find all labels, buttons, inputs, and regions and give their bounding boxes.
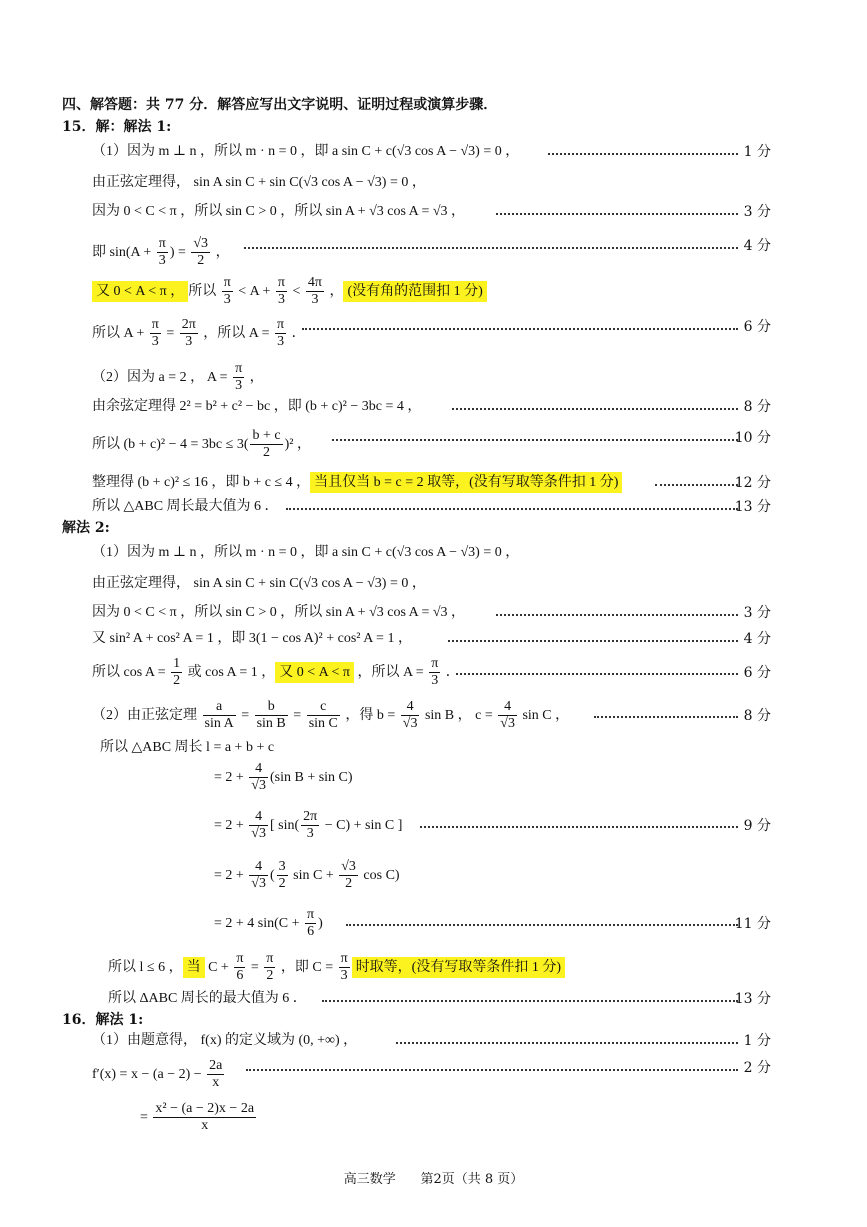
m2-l12: 所以 l ≤ 6 ， 当 C + $\frac{\pi}{6}$ = $\frac{\pi}{2}$ ，即 C = $\frac{\pi}{3}$ 时取等，(没有写取等条件扣 1 分) [108, 948, 565, 988]
m2-l11: = 2 + 4 sin(C + $\frac{\pi}{6}$ ) [214, 907, 323, 940]
q15-l7: （2）因为 a = 2 ， A = $\frac{\pi}{3}$ ， [92, 361, 264, 394]
m2-l6: （2）由正弦定理 $\frac{a}{\text{sin A}}$ = $\frac{b}{\text{sin B}}$ = $\frac{c}{\text{sin C}}$ ，得 b = $\frac{4}{√3}$ sin B ， c = $\frac{4}{√3}$ sin C ， [92, 699, 570, 732]
m2-line-3 [0, 600, 867, 626]
dot-leader [496, 614, 738, 616]
dot-leader [332, 439, 738, 441]
m2-line-2 [0, 571, 867, 597]
m2-l5: 所以 cos A = $\frac{1}{2}$ 或 cos A = 1 ， 又 0 < A < π ，所以 A = $\frac{\pi}{3}$ ． [92, 656, 460, 689]
dot-leader [322, 1000, 738, 1002]
dot-leader [594, 716, 738, 718]
method2-title: 解法 2: [62, 520, 110, 536]
q15-l10: 整理得 (b + c)² ≤ 16 ，即 b + c ≤ 4 ， 当且仅当 b = c = 2 取等，(没有写取等条件扣 1 分) [92, 470, 622, 496]
q16-line-2 [0, 1055, 867, 1095]
m2-score-6: 6 分 [743, 665, 771, 681]
q15-line-1 [0, 139, 867, 165]
dot-leader [396, 1042, 738, 1044]
m2-l4: 又 sin² A + cos² A = 1 ，即 3(1 − cos A)² + cos² A = 1 ， [92, 631, 412, 646]
dot-leader [246, 1069, 738, 1071]
q15-line-9 [0, 425, 867, 465]
q15-line-3 [0, 199, 867, 225]
dot-leader [420, 826, 738, 828]
m2-l2: 由正弦定理得， sin A sin C + sin C(√3 cos A − √3) = 0 ， [92, 576, 426, 591]
q15-line-10 [0, 470, 867, 496]
q15-l2: 由正弦定理得， sin A sin C + sin C(√3 cos A − √3) = 0 ， [92, 175, 426, 190]
highlight-angle-range: 又 0 < A < π [275, 662, 354, 683]
m2-line-1 [0, 540, 867, 566]
dot-leader [346, 924, 738, 926]
q15-line-4 [0, 233, 867, 273]
q15-line-5 [0, 272, 867, 312]
m2-score-9: 9 分 [743, 818, 771, 834]
m2-line-5 [0, 653, 867, 693]
m2-l10: = 2 + $\frac{4}{√3}$ ( $\frac{3}{2}$ sin C + $\frac{√3}{2}$ cos C) [214, 859, 400, 892]
q15-line-2 [0, 170, 867, 196]
q15-l9: 所以 (b + c)² − 4 = 3bc ≤ 3( $\frac{b + c}{2}$ )² ， [92, 428, 311, 461]
highlight-equality-note: 当且仅当 b = c = 2 取等，(没有写取等条件扣 1 分) [310, 472, 622, 493]
score-8: 8 分 [743, 399, 771, 415]
q15-l8: 由余弦定理得 2² = b² + c² − bc ，即 (b + c)² − 3bc = 4 ， [92, 399, 422, 414]
q15-l11: 所以 △ABC 周长最大值为 6 ． [92, 499, 279, 514]
score-6: 6 分 [743, 319, 771, 335]
m2-score-13: 13 分 [734, 991, 771, 1007]
highlight-when: 当 [183, 957, 205, 978]
q16-l2: f′(x) = x − (a − 2) − $\frac{2a}{x}$ [92, 1058, 223, 1091]
q15-line-6 [0, 314, 867, 354]
score-13: 13 分 [734, 499, 771, 515]
m2-l7: 所以 △ABC 周长 l = a + b + c [100, 740, 275, 755]
q15-title: 15．解：解法 1: [62, 119, 172, 135]
q15-l4: 即 sin(A + $\frac{\pi}{3}$ ) = $\frac{√3}{2}$ ， [92, 236, 230, 269]
dot-leader [548, 153, 738, 155]
q15-l1: （1）因为 m ⊥ n ，所以 m · n = 0 ，即 a sin C + c(√3 cos A − √3) = 0 ， [92, 144, 520, 159]
dot-leader [456, 673, 738, 675]
dot-leader [655, 484, 738, 486]
section-header: 四、解答题：共 77 分．解答应写出文字说明、证明过程或演算步骤． [62, 97, 498, 113]
q15-l6: 所以 A + $\frac{\pi}{3}$ = $\frac{2\pi}{3}$ ，所以 A = $\frac{\pi}{3}$ ． [92, 317, 306, 350]
m2-line-6 [0, 696, 867, 736]
footer-subject: 高三数学 [343, 1172, 396, 1187]
m2-l9: = 2 + $\frac{4}{√3}$ [ sin( $\frac{2\pi}{3}$ − C) + sin C ] [214, 809, 403, 842]
dot-leader [452, 408, 738, 410]
q16-l1: （1）由题意得， f(x) 的定义域为 (0, +∞) ， [92, 1033, 358, 1048]
highlight-angle-range: 又 0 < A < π ， [92, 281, 188, 302]
q15-line-8 [0, 394, 867, 420]
m2-line-9 [0, 806, 867, 846]
m2-line-12 [0, 948, 867, 988]
m2-line-11 [0, 904, 867, 944]
m2-l8: = 2 + $\frac{4}{√3}$ (sin B + sin C) [214, 761, 353, 794]
method2-title-line [0, 515, 867, 541]
q15-title-line [0, 114, 867, 140]
q15-l3: 因为 0 < C < π ，所以 sin C > 0 ，所以 sin A + √3 cos A = √3 ， [92, 204, 466, 219]
m2-l3: 因为 0 < C < π ，所以 sin C > 0 ，所以 sin A + √3 cos A = √3 ， [92, 605, 466, 620]
dot-leader [448, 640, 738, 642]
q16-score-1: 1 分 [743, 1033, 771, 1049]
page-footer [0, 1168, 867, 1187]
q15-line-7 [0, 358, 867, 398]
q16-l3: = $\frac{\text{x² − (a − 2)x − 2a}}{x}$ [140, 1101, 255, 1134]
score-4: 4 分 [743, 238, 771, 254]
m2-line-10 [0, 856, 867, 896]
highlight-equality-note: 时取等，(没有写取等条件扣 1 分) [352, 957, 565, 978]
dot-leader [302, 328, 738, 330]
score-1: 1 分 [743, 144, 771, 160]
q16-line-3 [0, 1098, 867, 1138]
m2-l13: 所以 ΔABC 周长的最大值为 6 ． [108, 991, 307, 1006]
q16-line-1 [0, 1028, 867, 1054]
highlight-note: (没有角的范围扣 1 分) [343, 281, 486, 302]
q16-title: 16．解法 1: [62, 1012, 144, 1028]
m2-score-11: 11 分 [734, 916, 771, 932]
score-12: 12 分 [734, 475, 771, 491]
m2-score-8: 8 分 [743, 708, 771, 724]
m2-l1: （1）因为 m ⊥ n ，所以 m · n = 0 ，即 a sin C + c(√3 cos A − √3) = 0 ， [92, 545, 520, 560]
m2-score-3: 3 分 [743, 605, 771, 621]
footer-page-number: 第2页（共 8 页） [420, 1172, 524, 1187]
dot-leader [244, 247, 738, 249]
dot-leader [286, 508, 738, 510]
m2-line-8 [0, 758, 867, 798]
score-3: 3 分 [743, 204, 771, 220]
m2-score-4: 4 分 [743, 631, 771, 647]
dot-leader [496, 213, 738, 215]
q16-score-2: 2 分 [743, 1060, 771, 1076]
m2-line-4 [0, 626, 867, 652]
q15-l5: 又 0 < A < π ， 所以 $\frac{\pi}{3}$ < A + $\frac{\pi}{3}$ < $\frac{4\pi}{3}$ ， (没有角的范围扣 1 分) [92, 272, 487, 312]
score-10: 10 分 [734, 430, 771, 446]
